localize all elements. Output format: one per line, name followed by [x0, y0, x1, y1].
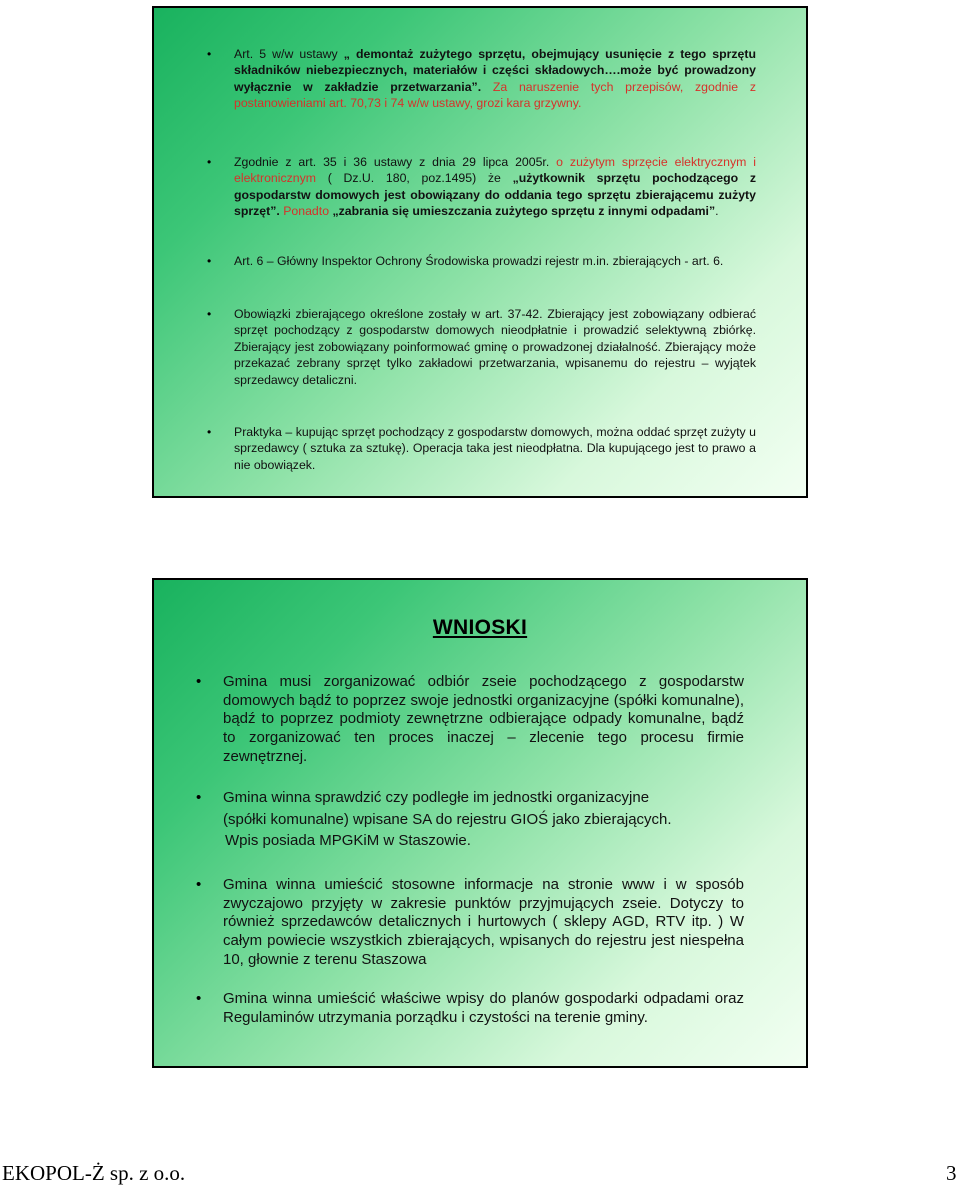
- bullet-waste-plans: • Gmina winna umieścić właściwe wpisy do planów gospodarki odpadami oraz Regulaminów utrzymania porządku i czystości na terenie gminy.: [223, 990, 744, 1027]
- art35-intro: Zgodnie z art. 35 i 36 ustawy z dnia 29 lipca 2005r.: [234, 155, 557, 169]
- art35-citation: ( Dz.U. 180, poz.1495) że: [316, 171, 513, 186]
- slide-conclusions: [152, 578, 808, 1068]
- moreover-text: Ponadto: [279, 204, 333, 219]
- bullet-art5: [234, 46, 756, 112]
- verify-line-1: • Gmina winna sprawdzić czy podległe im jednostki organizacyjne: [223, 789, 650, 806]
- bullet-practice: • Praktyka – kupując sprzęt pochodzący z gospodarstw domowych, można oddać sprzęt zużyty u sprzedawcy ( sztuka za sztukę). Operacja taka jest nieodpłatna. Dla kupującego jest to prawo a nie obowiązek.: [234, 424, 756, 473]
- bullet-obligations: • Obowiązki zbierającego określone zostały w art. 37-42. Zbierający jest zobowiązany odbierać sprzęt pochodzący z gospodarstw domowych nieodpłatnie i prowadzić selektywną zbiórkę. Zbierający jest zobowiązany poinformować gminę o prowadzonej działalność. Zbierający może przekazać zebrany sprzęt tylko zakładowi przetwarzania, wpisanemu do rejestru – wyjątek sprzedawcy detaliczni.: [234, 306, 756, 388]
- bullet-art6: • Art. 6 – Główny Inspektor Ochrony Środowiska prowadzi rejestr m.in. zbierających - art. 6.: [234, 253, 756, 269]
- period: .: [715, 204, 719, 219]
- footer-company: EKOPOL-Ż sp. z o.o.: [2, 1161, 186, 1185]
- user-obligation-quote: „użytkownik sprzętu pochodzącego z gospodarstw domowych jest obowiązany do oddania tego sprzętu zbierającemu zużyty sprzęt”.: [234, 171, 756, 219]
- bullet-verify: [223, 789, 744, 851]
- bullet-information: • Gmina winna umieścić stosowne informacje na stronie www i w sposób zwyczajowo przyjęty w zakresie punktów przyjmujących zseie. Dotyczy to również sprzedawców detalicznych i hurtowych ( sklepy AGD, RTV itp. ) W całym powiecie wszystkich zbierających, wpisanych do rejestru jest niespełna 10, głownie z terenu Staszowa: [223, 876, 744, 970]
- bullet-art35-36: [234, 154, 756, 220]
- verify-line-3: Wpis posiada MPGKiM w Staszowie.: [225, 832, 471, 850]
- conclusions-title: WNIOSKI: [432, 616, 528, 639]
- art5-penalty: Za naruszenie tych przepisów, zgodnie z postanowieniami art. 70,73 i 74 w/w ustawy, grozi kara grzywny.: [234, 79, 756, 111]
- prohibition-quote: „zabrania się umieszczania zużytego sprzętu z innymi odpadami”: [332, 204, 716, 219]
- art5-quote: „ demontaż zużytego sprzętu, obejmujący usunięcie z tego sprzętu składników niebezpiecznych, materiałów i części składowych….może być prowadzony wyłącznie w zakładzie przetwarzania”.: [234, 47, 756, 94]
- art5-intro: Art. 5 w/w ustawy: [234, 47, 344, 61]
- page-number: 3: [946, 1161, 957, 1185]
- verify-line-2: (spółki komunalne) wpisane SA do rejestru GIOŚ jako zbierających.: [223, 810, 672, 828]
- act-name: o zużytym sprzęcie elektrycznym i elektronicznym: [234, 155, 757, 186]
- slide-top: [152, 6, 808, 498]
- bullet-collection: • Gmina musi zorganizować odbiór zseie pochodzącego z gospodarstw domowych bądź to poprzez swoje jednostki organizacyjne (spółki komunalne), bądź to poprzez podmioty zewnętrzne odbierające odpady komunalne, bądź to zorganizować ten proces inaczej – zlecenie tego procesu firmie zewnętrznej.: [223, 673, 744, 767]
